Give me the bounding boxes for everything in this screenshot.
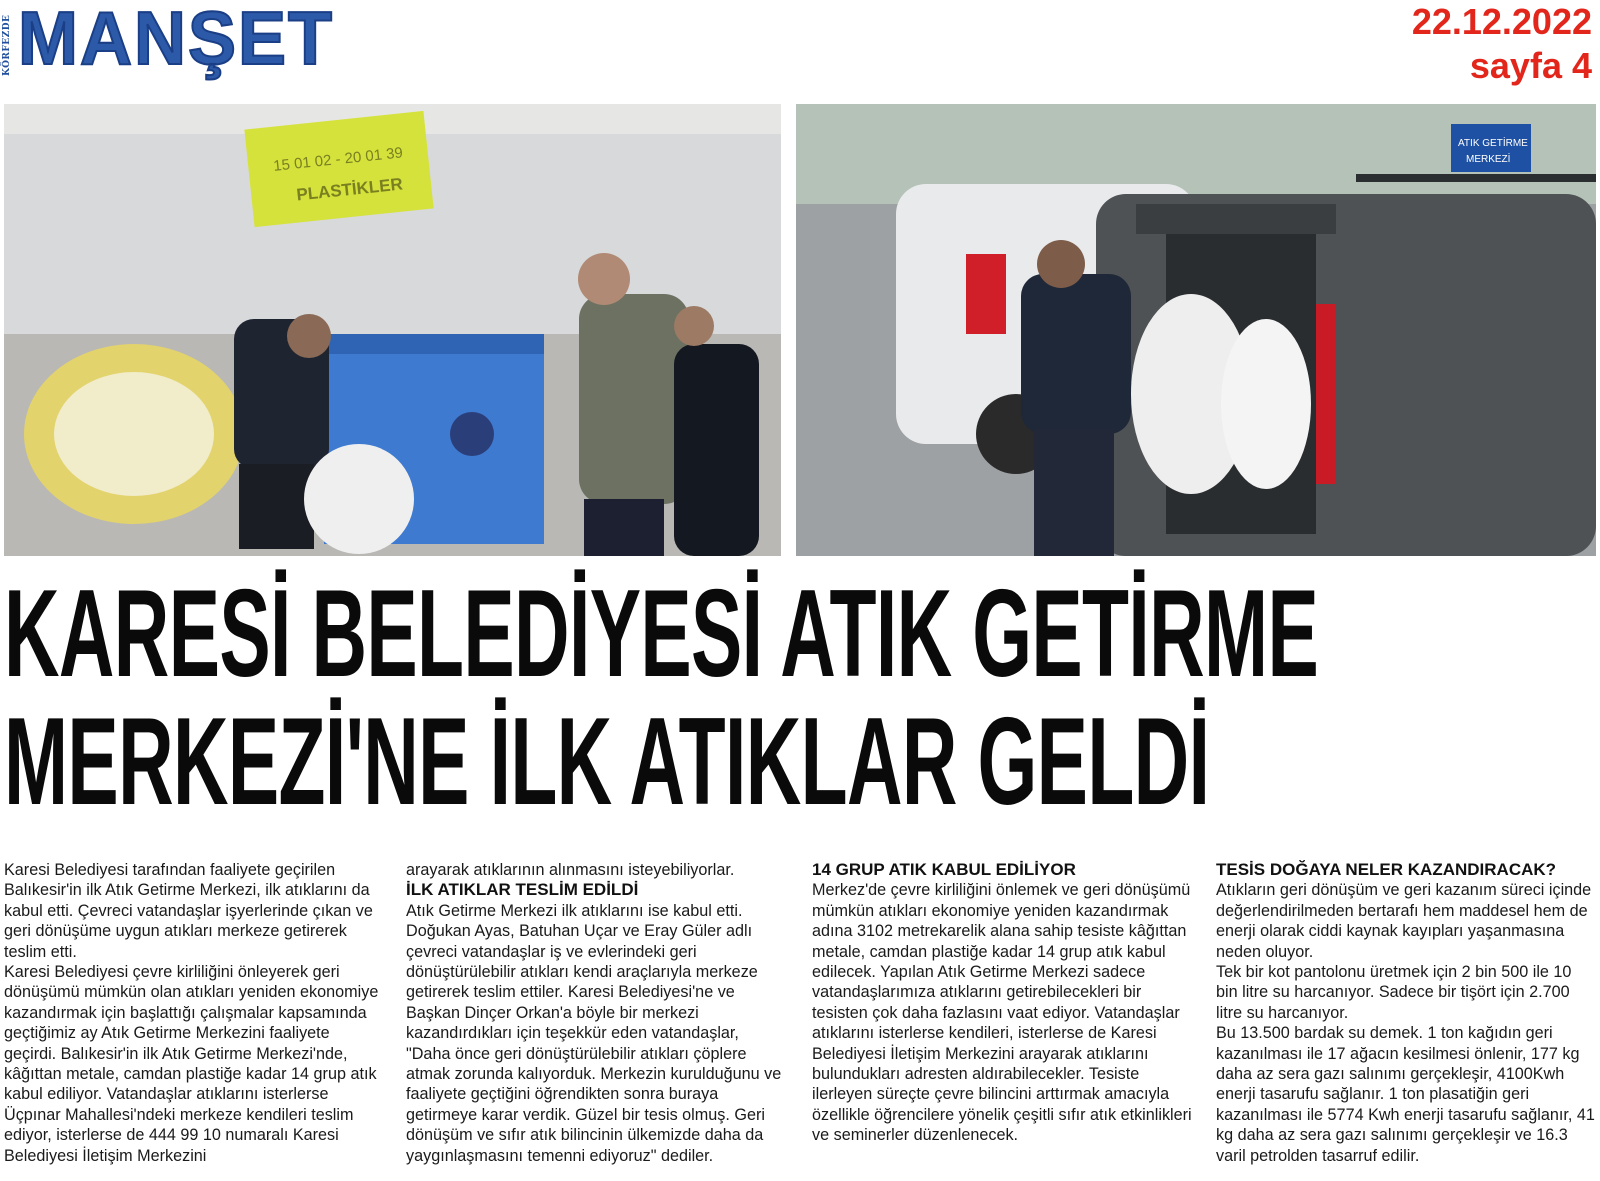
left-sign-code: 15 01 02 - 20 01 39 — [272, 144, 404, 175]
article-column-2 — [406, 860, 786, 1166]
headline-line-1: KARESİ BELEDİYESİ ATIK GETİRME — [4, 565, 1319, 703]
right-sign-line1: ATIK GETİRME — [1458, 138, 1528, 149]
left-sign-label: PLASTİKLER — [295, 174, 404, 205]
paragraph: Merkez'de çevre kirliliğini önlemek ve geri dönüşümü mümkün atıkları ekonomiye yeniden kazandırmak adına 3102 metrekarelik alana sahip tesiste kâğıttan metale, camdan plastiğe kadar 14 grup atık kabul edilecek. Yapılan Atık Getirme Merkezi sadece vatandaşlarımıza atıklarını getirebilecekleri bir tesisten çok daha fazlasını vaat ediyor. Vatandaşlar atıklarını isterlerse kendileri, isterlerse de Karesi Belediyesi İletişim Merkezini arayarak atıklarını bulundukları adresten aldırabilecekler. Tesiste ilerleyen süreçte çevre bilincini arttırmak amacıyla özellikle öğrencilere yönelik çeşitli sıfır atık etkinlikleri ve seminerler düzenlenecek. — [812, 881, 1192, 1145]
photo-unloading-car — [796, 104, 1596, 556]
masthead — [0, 0, 360, 90]
headline — [0, 565, 1600, 831]
masthead-logo: MANŞET — [18, 0, 334, 82]
article-column-4 — [1216, 860, 1596, 1166]
photo-recycling-container — [4, 104, 781, 556]
paragraph: Karesi Belediyesi çevre kirliliğini önleyerek geri dönüşümü mümkün olan atıkları yeniden ekonomiye kazandırmak için başlattığı çalışmalar kapsamında geçtiğimiz ay Atık Getirme Merkezini faaliyete geçirdi. Balıkesir'in ilk Atık Getirme Merkezi'nde, kâğıttan metale, camdan plastiğe kadar 14 grup atık kabul ediliyor. Vatandaşlar atıklarını isterlerse Üçpınar Mahallesi'ndeki merkeze kendileri teslim ediyor, isterlerse de 444 99 10 numaralı Karesi Belediyesi İletişim Merkezini — [4, 963, 379, 1165]
article-column-3 — [812, 860, 1192, 1146]
paragraph: Atık Getirme Merkezi ilk atıklarını ise kabul etti. Doğukan Ayas, Batuhan Uçar ve Eray Güler adlı çevreci vatandaşlar iş ve evlerindeki geri dönüştürülebilir atıkları kendi araçlarıyla merkeze getirerek teslim ettiler. Karesi Belediyesi'ne ve Başkan Dinçer Orkan'a böyle bir merkezi kazandırdıkları için teşekkür eden vatandaşlar, "Daha önce geri dönüştürülebilir atıkları çöplere atmak zorunda kalıyorduk. Merkezin kurulduğunu ve faaliyete geçtiğini öğrendikten sonra buraya getirmeye karar verdik. Güzel bir tesis olmuş. Geri dönüşüm ve sıfır atık bilincinin ülkemizde daha da yaygınlaşmasını temenni ediyoruz" dediler. — [406, 901, 782, 1165]
paragraph: Bu 13.500 bardak su demek. 1 ton kağıdın geri kazanılması ile 17 ağacın kesilmesi önlenir, 177 kg daha az sera gazı salınımı gerçekleşir, 4100Kwh enerji tasarufu sağlanır. 1 ton plasatiğin geri kazanılması ile 5774 Kwh enerji tasarufu sağlanır, 41 kg daha az sera gazı salınımı gerçekleşir ve 16.3 varil petrolden tasarruf edilir. — [1216, 1024, 1595, 1165]
article-column-1 — [4, 860, 384, 1166]
masthead-side-text: KÖRFEZDE — [2, 14, 12, 76]
headline-line-2: MERKEZİ'NE İLK ATIKLAR GELDİ — [4, 693, 1210, 831]
paragraph: arayarak atıklarının alınmasını isteyebiliyorlar. — [406, 861, 735, 879]
subheading: İLK ATIKLAR TESLİM EDİLDİ — [406, 880, 639, 900]
article-body — [0, 860, 1600, 1178]
issue-date: 22.12.2022 — [1411, 1, 1592, 42]
subheading: 14 GRUP ATIK KABUL EDİLİYOR — [812, 860, 1076, 879]
page-number: sayfa 4 — [1469, 45, 1592, 86]
paragraph: Karesi Belediyesi tarafından faaliyete geçirilen Balıkesir'in ilk Atık Getirme Merkezi, ilk atıklarını da kabul etti. Çevreci vatandaşlar işyerlerinde çıkan ve geri dönüşüme uygun atıkları merkeze getirerek teslim etti. — [4, 861, 373, 961]
paragraph: Tek bir kot pantolonu üretmek için 2 bin 500 ile 10 bin litre su harcanıyor. Sadece bir tişört için 2.700 litre su harcanıyor. — [1216, 963, 1572, 1022]
paragraph: Atıkların geri dönüşüm ve geri kazanım süreci içinde değerlendirilmeden bertarafı hem maddesel hem de enerji olarak ciddi kaynak kayıpları yaşanmasına neden oluyor. — [1216, 881, 1592, 961]
right-sign-line2: MERKEZİ — [1466, 154, 1511, 165]
subheading: TESİS DOĞAYA NELER KAZANDIRACAK? — [1216, 860, 1557, 879]
